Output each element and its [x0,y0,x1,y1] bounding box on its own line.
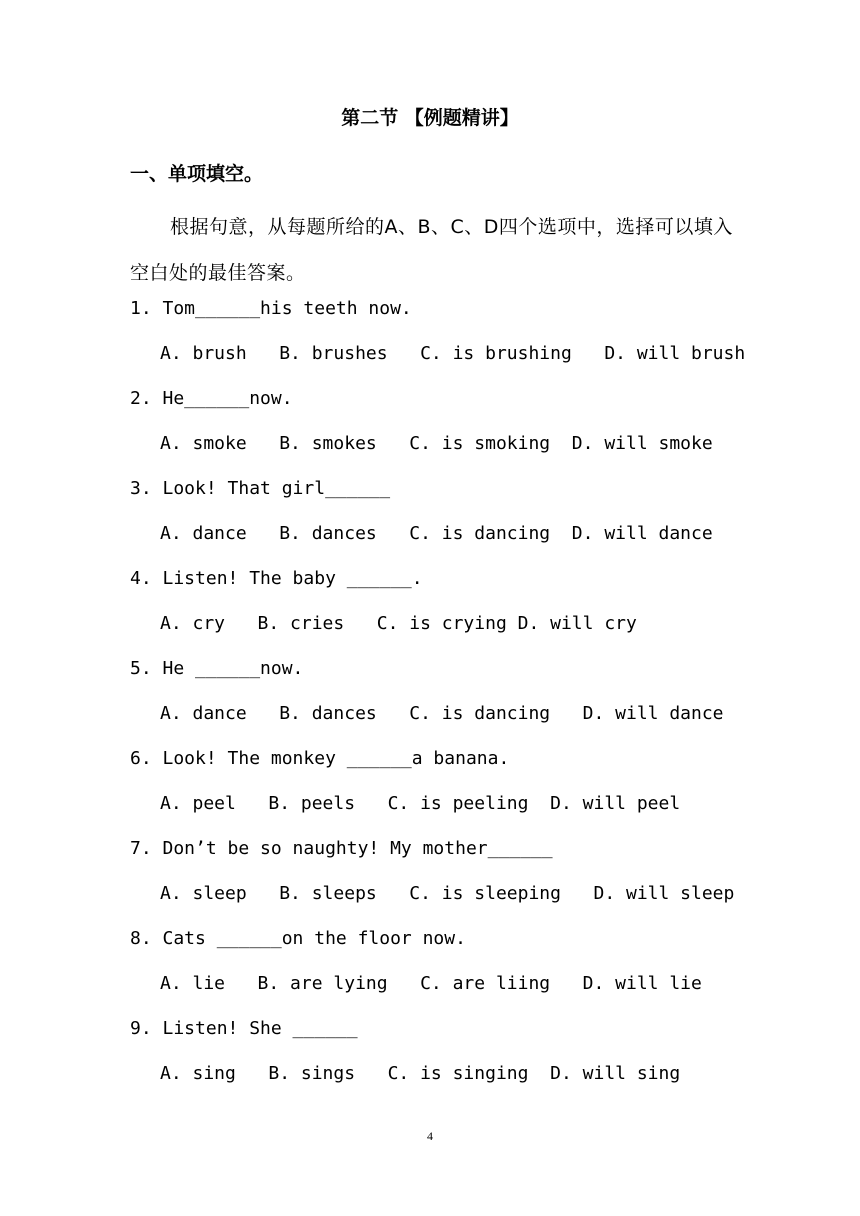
answer-options: A. sleep B. sleeps C. is sleeping D. will sleep [160,883,735,904]
question-stem: 9. Listen! She ______ [130,1018,358,1039]
question-stem: 8. Cats ______on the floor now. [130,928,466,949]
answer-options: A. sing B. sings C. is singing D. will sing [160,1063,681,1084]
section-heading: 一、单项填空。 [130,163,264,185]
answer-options: A. peel B. peels C. is peeling D. will peel [160,793,681,814]
question-stem: 3. Look! That girl______ [130,478,391,499]
answer-options: A. cry B. cries C. is crying D. will cry [160,613,637,634]
answer-options: A. smoke B. smokes C. is smoking D. will smoke [160,433,713,454]
answer-options: A. dance B. dances C. is dancing D. will dance [160,703,724,724]
answer-options: A. brush B. brushes C. is brushing D. will brush [160,343,746,364]
question-stem: 5. He ______now. [130,658,304,679]
answer-options: A. lie B. are lying C. are liing D. will lie [160,973,702,994]
page-number: 4 [427,1129,433,1143]
answer-options: A. dance B. dances C. is dancing D. will dance [160,523,713,544]
page-title: 第二节 【例题精讲】 [341,107,519,129]
question-stem: 7. Don’t be so naughty! My mother______ [130,838,553,859]
question-stem: 1. Tom______his teeth now. [130,298,412,319]
question-stem: 4. Listen! The baby ______. [130,568,423,589]
question-stem: 2. He______now. [130,388,293,409]
instructions-paragraph: 根据句意，从每题所给的A、B、C、D四个选项中，选择可以填入空白处的最佳答案。 [130,216,733,284]
question-stem: 6. Look! The monkey ______a banana. [130,748,510,769]
